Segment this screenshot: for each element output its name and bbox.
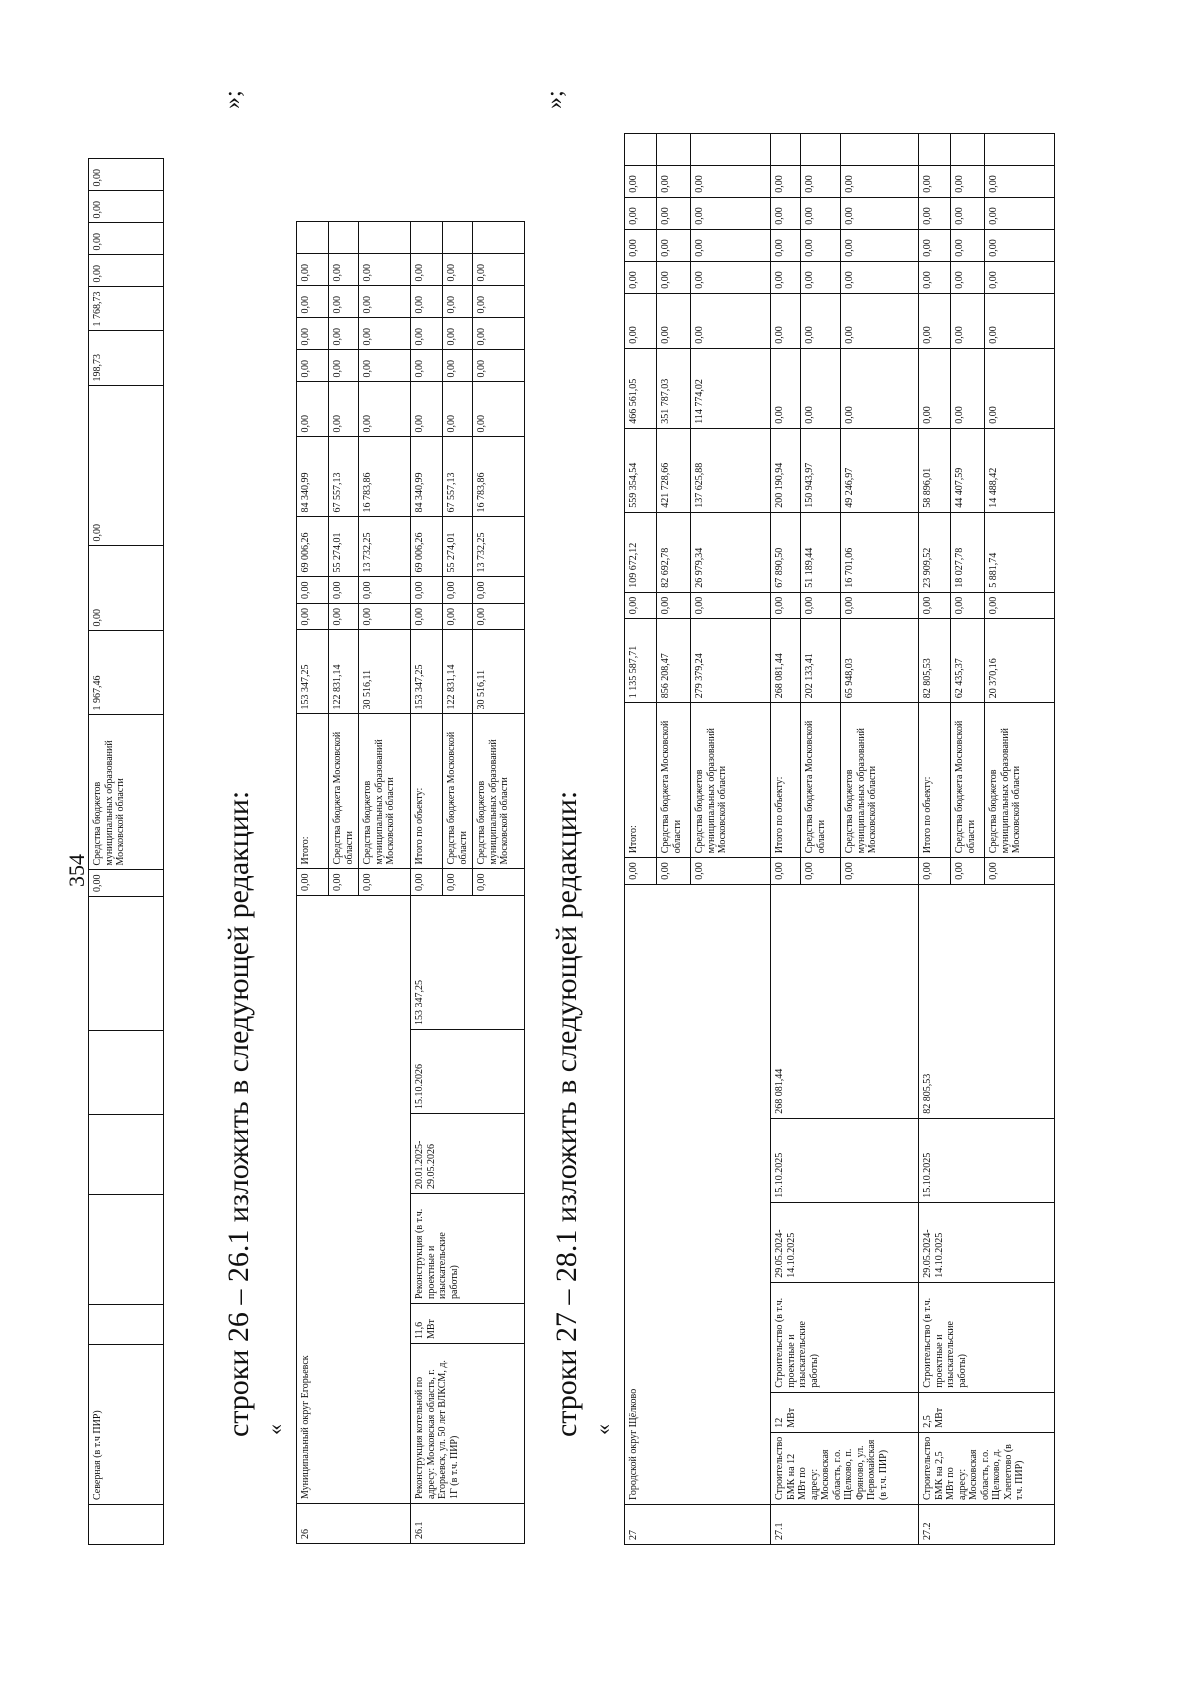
table-row: 0,00 Средства бюджета Московской области 856 208,47 0,00 82 692,78 421 728,66 351 787,03 0,00 0,00 0,00 0,00 0,00 — [657, 133, 691, 1544]
table-row: 26 Муниципальный округ Егорьевск 0,00 Итого: 153 347,25 0,00 0,00 69 006,26 84 340,99 0,00 0,00 0,00 0,00 0,00 — [297, 222, 329, 1544]
cell-object-name: Северная (в т.ч ПИР) — [89, 1345, 164, 1505]
table-row: 26.1 Реконструкция котельной по адресу: Московская область, г. Егорьевск, ул. 50 лет ВЛКСМ, д. 1Г (в т.ч. ПИР) 11,6 МВт Реконструкция (в т.ч. проектные и изыскательские работы) 20.01.2025-29.05.2026 15.10.2026 153 347,25 0,00 Итого по объекту: 153 347,25 0,00 0,00 69 006,26 84 340,99 0,00 0,00 0,00 0,00 0,00 — [411, 222, 443, 1544]
cell-cost: 268 081,44 — [771, 884, 919, 1118]
table-row: 0,00 Средства бюджетов муниципальных образований Московской области 30 516,11 0,00 0,00 13 732,25 16 783,86 0,00 0,00 0,00 0,00 0,00 — [359, 222, 411, 1544]
table-row: Северная (в т.ч ПИР) 0,00 Средства бюджетов муниципальных образований Московской области 1 967,46 0,00 0,00 198,73 1 768,73 0,00 0,00 0,00 0,00 — [89, 159, 164, 1545]
cell-row-number: 26 — [297, 1504, 411, 1544]
cell-object-name: Реконструкция котельной по адресу: Московская область, г. Егорьевск, ул. 50 лет ВЛКСМ, д. 1Г (в т.ч. ПИР) — [411, 1344, 525, 1504]
cell-capacity: 12 МВт — [771, 1392, 919, 1432]
cell-completion-date: 15.10.2026 — [411, 1030, 525, 1114]
cell-object-name: Строительство БМК на 12 МВт по адресу: Московская область, г.о. Щелково, п. Фряново, ул. Первомайская (в т.ч. ПИР) — [771, 1432, 919, 1504]
table-row: 0,00 Средства бюджетов муниципальных образований Московской области 65 948,03 0,00 16 701,06 49 246,97 0,00 0,00 0,00 0,00 0,00 0,00 — [841, 133, 919, 1544]
heading-rows-26: строки 26 – 26.1 изложить в следующей редакции: — [222, 790, 255, 1437]
table-row: 0,00 Средства бюджета Московской области 122 831,14 0,00 0,00 55 274,01 67 557,13 0,00 0,00 0,00 0,00 0,00 — [443, 222, 473, 1544]
cell-row-number: 27.1 — [771, 1505, 919, 1545]
table-row: 0,00 Средства бюджета Московской области 62 435,37 0,00 18 027,78 44 407,59 0,00 0,00 0,00 0,00 0,00 0,00 — [951, 133, 985, 1544]
cell-work-type: Реконструкция (в т.ч. проектные и изыскательские работы) — [411, 1194, 525, 1304]
table-row: 0,00 Средства бюджета Московской области 122 831,14 0,00 0,00 55 274,01 67 557,13 0,00 0,00 0,00 0,00 0,00 — [329, 222, 359, 1544]
table-rows-26 — [296, 222, 525, 1545]
cell-source: Средства бюджетов муниципальных образований Московской области — [89, 715, 164, 870]
cell-work-type: Строительство (в т.ч. проектные и изыскательские работы) — [771, 1282, 919, 1392]
cell-cost: 82 805,53 — [919, 884, 1055, 1118]
cell-cost: 153 347,25 — [411, 896, 525, 1030]
table-row: 27 Городской округ Щёлково 0,00 Итого: 1 135 587,71 0,00 109 672,12 559 354,54 466 561,05 0,00 0,00 0,00 0,00 0,00 — [625, 133, 657, 1544]
table-row: 0,00 Средства бюджетов муниципальных образований Московской области 20 370,16 0,00 5 881,74 14 488,42 0,00 0,00 0,00 0,00 0,00 0,00 — [985, 133, 1055, 1544]
cell-row-number: 26.1 — [411, 1504, 525, 1544]
cell-work-period: 29.05.2024-14.10.2025 — [771, 1202, 919, 1282]
cell-capacity: 2,5 МВт — [919, 1392, 1055, 1432]
cell-work-period: 20.01.2025-29.05.2026 — [411, 1114, 525, 1194]
opening-quote: « — [590, 1424, 615, 1435]
cell-municipality: Муниципальный округ Егорьевск — [297, 896, 411, 1504]
cell-object-name: Строительство БМК на 2,5 МВт по адресу: Московская область, г.о. Щелково, д. Хлепетово (в т.ч. ПИР) — [919, 1432, 1055, 1504]
table-row: 0,00 Средства бюджетов муниципальных образований Московской области 30 516,11 0,00 0,00 13 732,25 16 783,86 0,00 0,00 0,00 0,00 0,00 — [473, 222, 525, 1544]
opening-quote: « — [262, 1424, 287, 1435]
cell-municipality: Городской округ Щёлково — [625, 884, 771, 1504]
table-rows-27 — [624, 133, 1055, 1545]
closing-quote: »; — [220, 90, 246, 109]
heading-rows-27: строки 27 – 28.1 изложить в следующей редакции: — [550, 790, 583, 1437]
page-number: 354 — [64, 854, 89, 887]
table-row: 27.2 Строительство БМК на 2,5 МВт по адресу: Московская область, г.о. Щелково, д. Хлепетово (в т.ч. ПИР) 2,5 МВт Строительство (в т.ч. проектные и изыскательские работы) 29.05.2024-14.10.2025 15.10.2025 82 805,53 0,00 Итого по объекту: 82 805,53 0,00 23 909,52 58 896,01 0,00 0,00 0,00 0,00 0,00 0,00 — [919, 133, 951, 1544]
cell-work-period: 29.05.2024-14.10.2025 — [919, 1202, 1055, 1282]
table-row: 0,00 Средства бюджетов муниципальных образований Московской области 279 379,24 0,00 26 979,34 137 625,88 114 774,02 0,00 0,00 0,00 0,00 0,00 — [691, 133, 771, 1544]
cell-completion-date: 15.10.2025 — [919, 1118, 1055, 1202]
table-continuation — [88, 159, 164, 1546]
cell-completion-date: 15.10.2025 — [771, 1118, 919, 1202]
table-row: 0,00 Средства бюджета Московской области 202 133,41 0,00 51 189,44 150 943,97 0,00 0,00 0,00 0,00 0,00 0,00 — [801, 133, 841, 1544]
closing-quote: »; — [542, 90, 568, 109]
cell-row-number: 27 — [625, 1505, 771, 1545]
cell-row-number: 27.2 — [919, 1505, 1055, 1545]
cell-work-type: Строительство (в т.ч. проектные и изыскательские работы) — [919, 1282, 1055, 1392]
table-row: 27.1 Строительство БМК на 12 МВт по адресу: Московская область, г.о. Щелково, п. Фряново, ул. Первомайская (в т.ч. ПИР) 12 МВт Строительство (в т.ч. проектные и изыскательские работы) 29.05.2024-14.10.2025 15.10.2025 268 081,44 0,00 Итого по объекту: 268 081,44 0,00 67 890,50 200 190,94 0,00 0,00 0,00 0,00 0,00 0,00 — [771, 133, 801, 1544]
cell-capacity: 11,6 МВт — [411, 1304, 525, 1344]
